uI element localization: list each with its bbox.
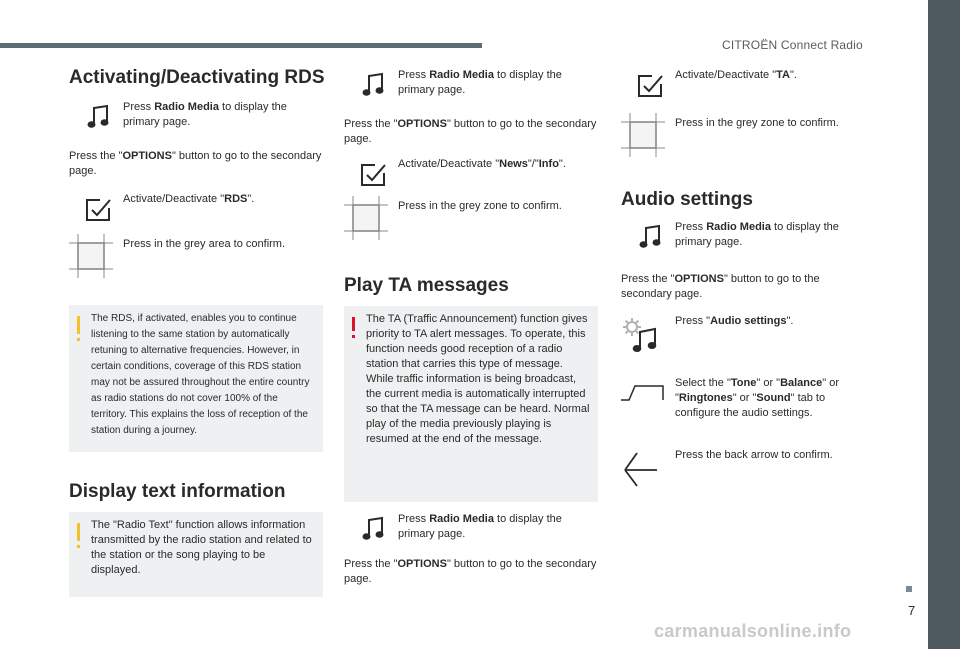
header-title: CITROËN Connect Radio: [722, 38, 863, 52]
options-paragraph: Press the "OPTIONS" button to go to the secondary page.: [621, 273, 820, 300]
warning-marker-icon: [352, 317, 355, 331]
options-paragraph: Press the "OPTIONS" button to go to the secondary page.: [69, 150, 322, 177]
section-title-rds: Activating/Deactivating RDS: [69, 67, 325, 88]
options-paragraph: Press the "OPTIONS" button to go to the secondary page.: [344, 118, 597, 145]
step-text: Press Radio Media to display the primary page.: [398, 513, 562, 540]
step-text: Activate/Deactivate "RDS".: [123, 193, 255, 205]
step-text: Press Radio Media to display the primary page.: [675, 221, 839, 248]
step-text: Press in the grey zone to confirm.: [675, 117, 839, 129]
info-marker-icon: [77, 523, 80, 541]
step-text: Select the "Tone" or "Balance" or "Ringtones" or "Sound" tab to configure the audio settings.: [675, 377, 840, 419]
step-text: Press Radio Media to display the primary page.: [398, 69, 562, 96]
info-note-radio-text: The "Radio Text" function allows information transmitted by the radio station and related to the station or the song playing to be displayed.: [69, 512, 323, 597]
gear-music-icon: [621, 316, 655, 350]
checkbox-check-icon: [83, 194, 113, 224]
section-title-display-text: Display text information: [69, 481, 286, 502]
grey-zone-grid-icon: [621, 113, 665, 157]
grey-zone-grid-icon: [344, 196, 388, 240]
back-arrow-icon: [621, 450, 661, 490]
header-bar: [0, 43, 482, 48]
continued-marker: [906, 586, 912, 592]
music-note-icon: [358, 70, 388, 100]
info-marker-icon: [77, 316, 80, 334]
step-text: Press "Audio settings".: [675, 315, 794, 327]
music-note-icon: [635, 222, 665, 252]
music-note-icon: [358, 514, 388, 544]
options-paragraph: Press the "OPTIONS" button to go to the secondary page.: [344, 558, 597, 585]
section-title-audio: Audio settings: [621, 189, 753, 210]
tab-outline-icon: [621, 380, 665, 410]
checkbox-check-icon: [635, 70, 665, 100]
page-number: 7: [908, 603, 916, 618]
step-text: Activate/Deactivate "News"/"Info".: [398, 158, 566, 170]
step-text: Press in the grey zone to confirm.: [398, 200, 562, 212]
step-text: Press the back arrow to confirm.: [675, 449, 833, 461]
right-edge-strip: [928, 0, 960, 649]
watermark: carmanualsonline.info: [654, 621, 852, 641]
checkbox-check-icon: [358, 159, 388, 189]
info-note-rds: The RDS, if activated, enables you to continue listening to the same station by automatically retuning to alternative frequencies. However, in certain conditions, coverage of this RDS station may not be assured throughout the entire country as radio stations do not cover 100% of the territory. This explains the loss of reception of the station during a journey.: [69, 305, 323, 452]
grey-zone-grid-icon: [69, 234, 113, 278]
step-text: Activate/Deactivate "TA".: [675, 69, 797, 81]
music-note-icon: [83, 102, 113, 132]
step-text: Press Radio Media to display the primary page.: [123, 101, 287, 128]
warning-note-ta: The TA (Traffic Announcement) function gives priority to TA alert messages. To operate, this function needs good reception of a radio station that carries this type of message. While traffic information is being broadcast, the current media is automatically interrupted so that the TA message can be heard. Normal play of the media previously playing is resumed at the end of the message.: [344, 306, 598, 502]
section-title-ta: Play TA messages: [344, 275, 509, 296]
step-text: Press in the grey area to confirm.: [123, 238, 286, 250]
